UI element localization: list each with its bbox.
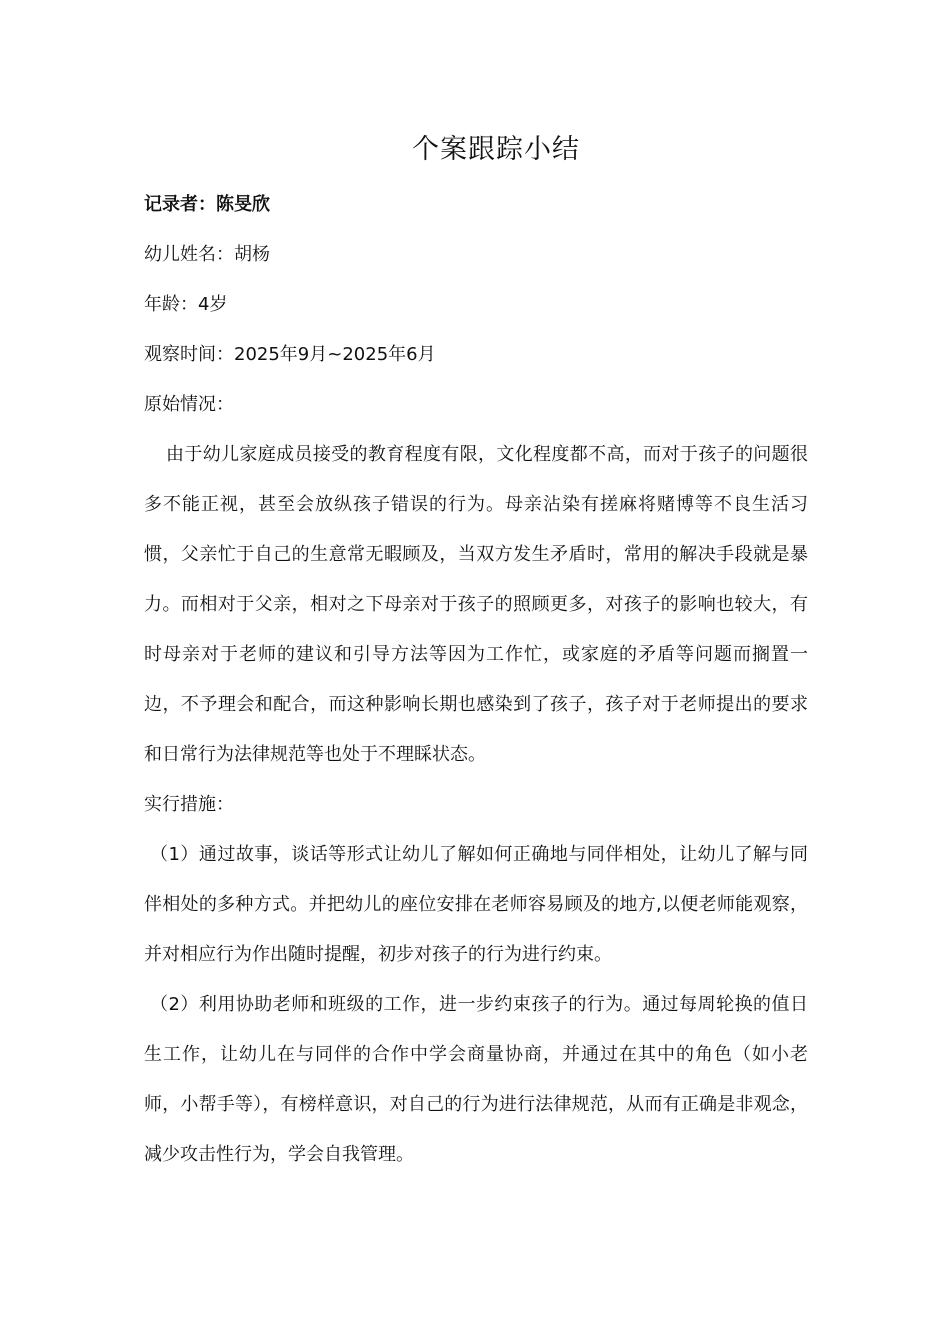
observation-time-line: 观察时间：2025年9月~2025年6月 bbox=[144, 344, 436, 365]
child-name-line: 幼儿姓名：胡杨 bbox=[144, 244, 270, 265]
document-content bbox=[144, 128, 808, 1180]
measures-heading: 实行措施： bbox=[144, 794, 234, 815]
measure-1-paragraph: （1）通过故事，谈话等形式让幼儿了解如何正确地与同伴相处，让幼儿了解与同伴相处的多种方式。并把幼儿的座位安排在老师容易顾及的地方,以便老师能观察，并对相应行为作出随时提醒，初步对孩子的行为进行约束。 bbox=[144, 844, 808, 965]
age-line: 年龄：4岁 bbox=[144, 294, 228, 315]
document-title: 个案跟踪小结 bbox=[412, 134, 580, 165]
measure-2-paragraph: （2）利用协助老师和班级的工作，进一步约束孩子的行为。通过每周轮换的值日生工作，让幼儿在与同伴的合作中学会商量协商，并通过在其中的角色（如小老师，小帮手等），有榜样意识，对自己的行为进行法律规范，从而有正确是非观念，减少攻击性行为，学会自我管理。 bbox=[144, 994, 808, 1165]
recorder-line: 记录者：陈旻欣 bbox=[144, 194, 270, 215]
original-situation-heading: 原始情况： bbox=[144, 394, 234, 415]
original-situation-paragraph: 由于幼儿家庭成员接受的教育程度有限，文化程度都不高，而对于孩子的问题很多不能正视，甚至会放纵孩子错误的行为。母亲沾染有搓麻将赌博等不良生活习惯，父亲忙于自己的生意常无暇顾及，当双方发生矛盾时，常用的解决手段就是暴力。而相对于父亲，相对之下母亲对于孩子的照顾更多，对孩子的影响也较大，有时母亲对于老师的建议和引导方法等因为工作忙，或家庭的矛盾等问题而搁置一边，不予理会和配合，而这种影响长期也感染到了孩子，孩子对于老师提出的要求和日常行为法律规范等也处于不理睬状态。 bbox=[144, 444, 808, 765]
